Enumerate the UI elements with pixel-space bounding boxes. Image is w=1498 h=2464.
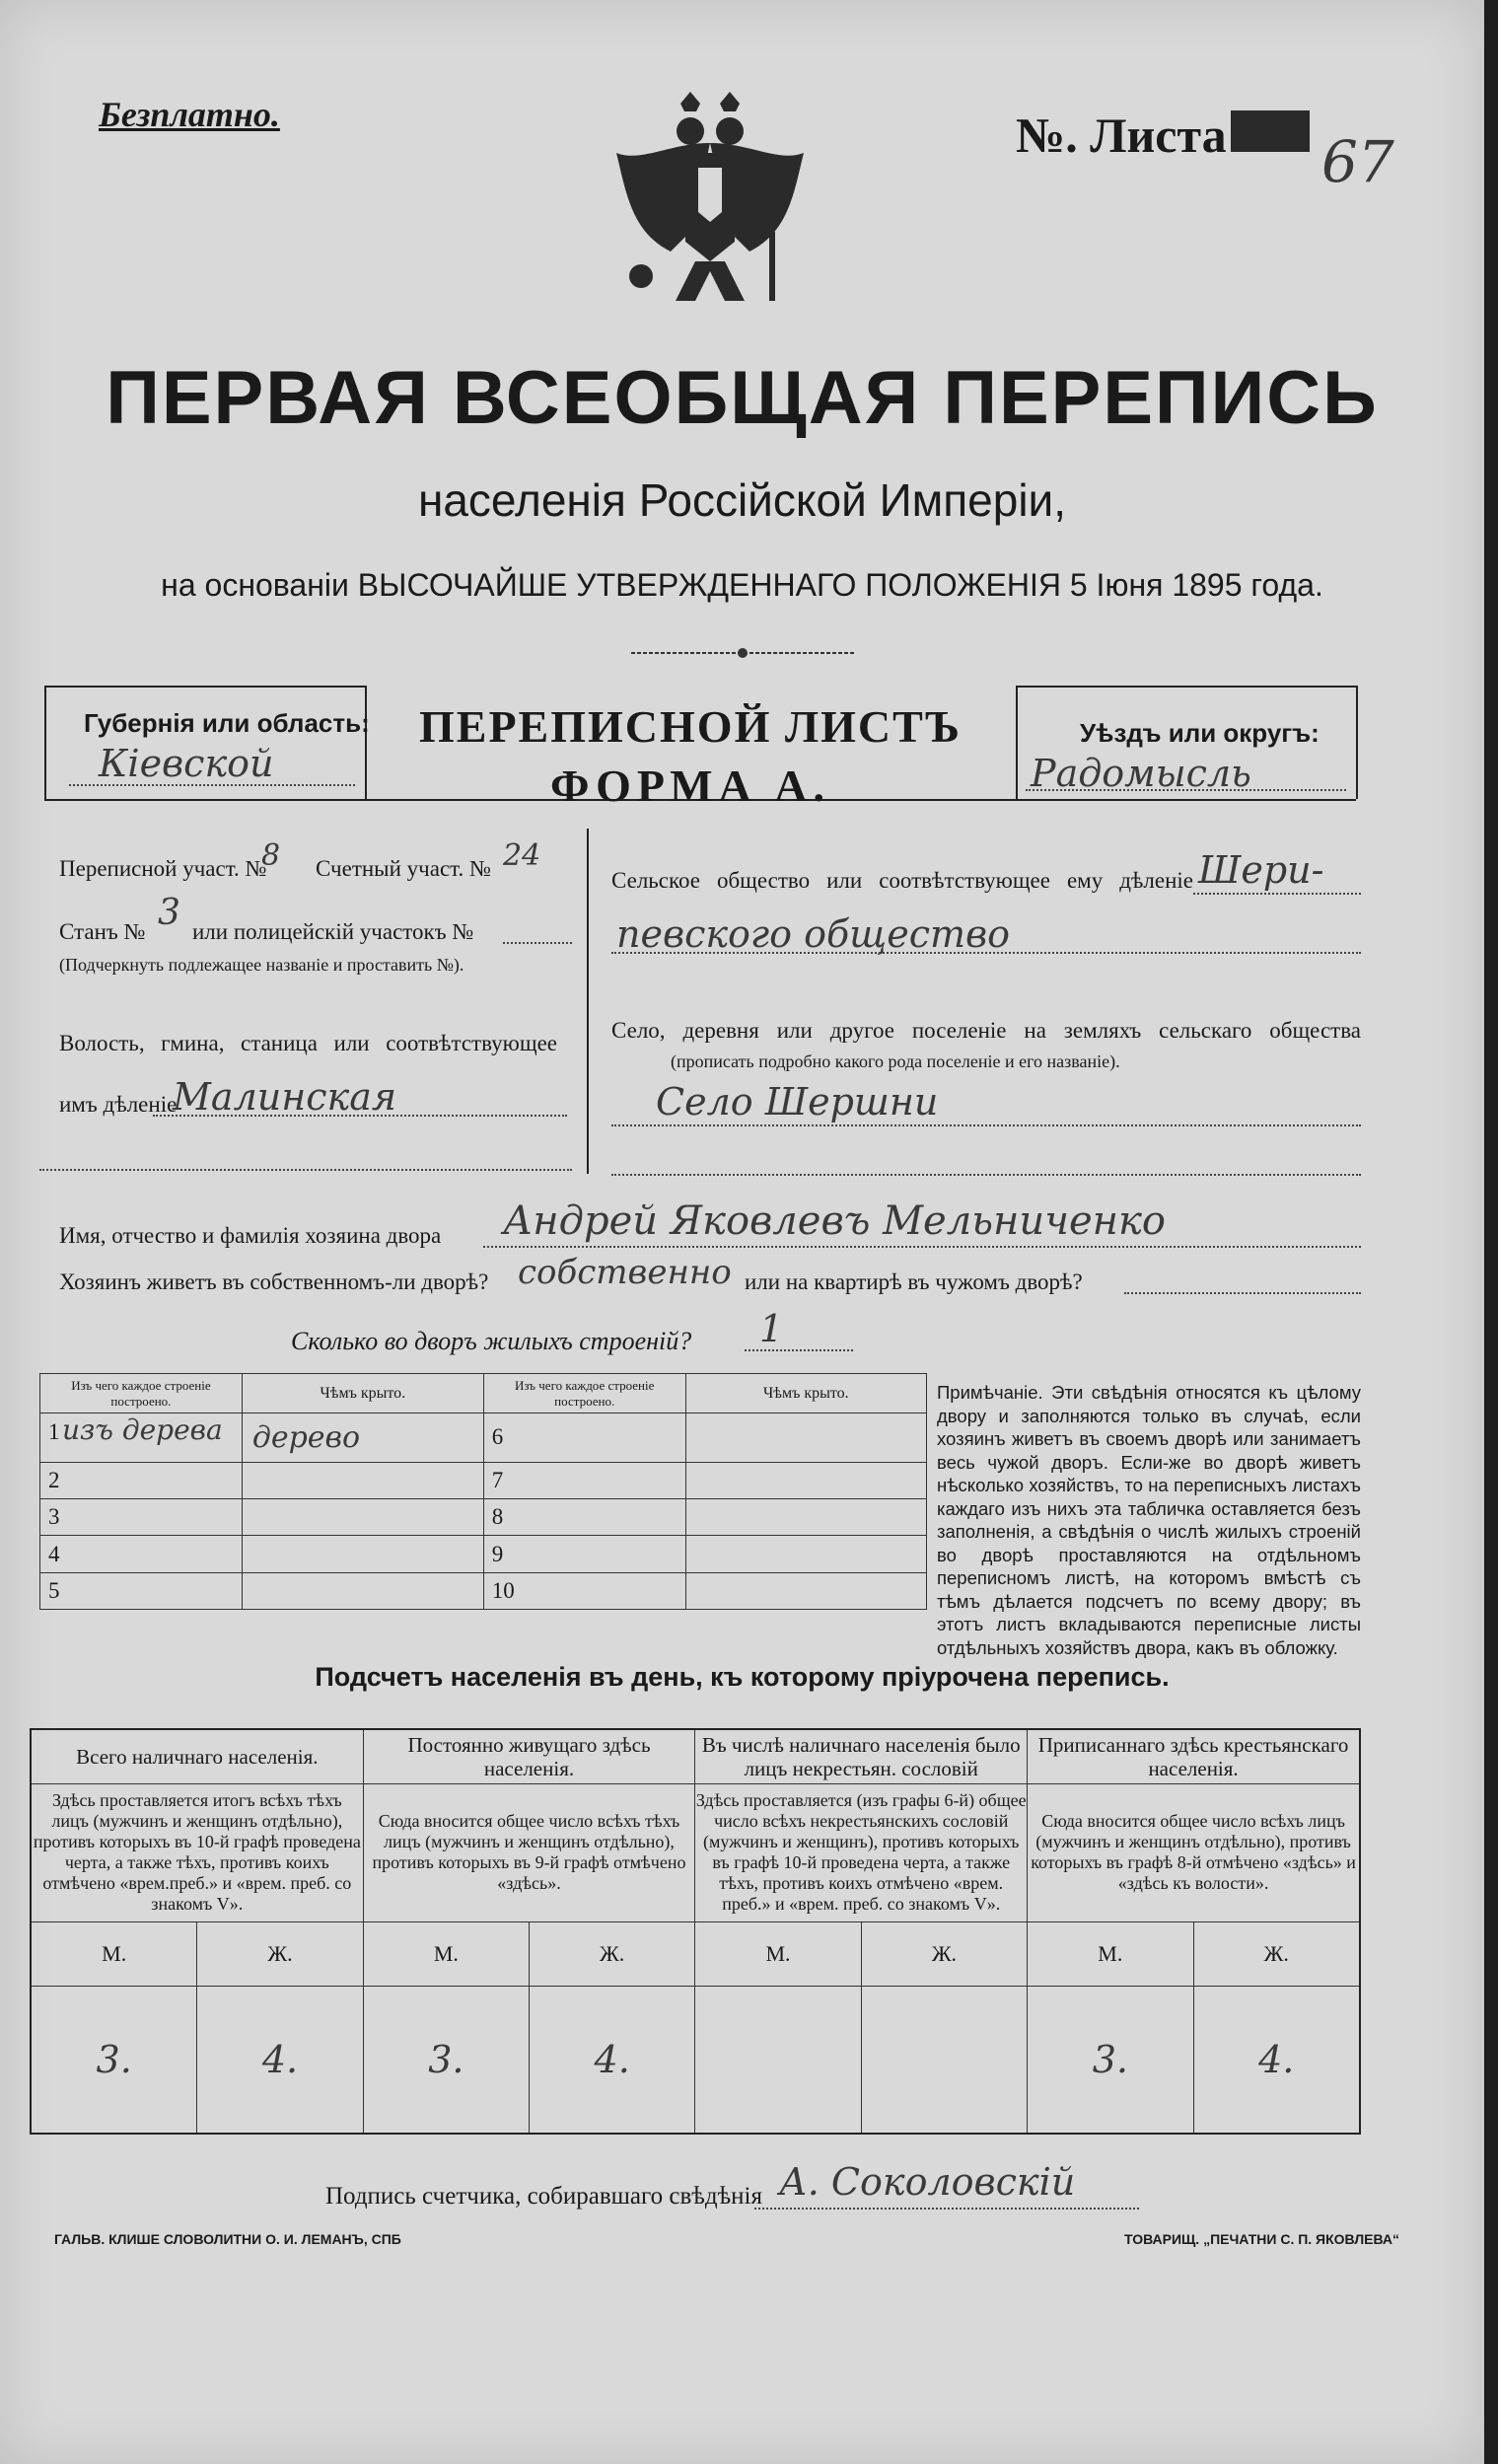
sheet-number-redaction [1231,110,1310,152]
female-label-1: Ж. [197,1921,363,1986]
form-title: ПЕРЕПИСНОЙ ЛИСТЪ [418,701,963,752]
count-col-head-1: Всего наличнаго населенія. [31,1729,363,1783]
count-value-m-1: 3. [31,1986,197,2134]
table-row: 1 изъ дерева [40,1413,243,1463]
count-col-desc-2: Сюда вносится общее число всѣхъ тѣхъ лицъ (мужчинъ и женщинъ отдѣльно), противъ которыхъ въ 9-й графѣ отмѣчено «здѣсь». [363,1783,695,1921]
census-area-value: 8 [261,838,281,873]
buildings-table [39,1373,927,1610]
district-value: Радомысль [1031,752,1251,795]
table-cell [242,1536,483,1572]
ornament-divider [631,646,854,660]
count-value-f-3 [861,1986,1027,2134]
roof-header-right: Чѣмъ крыто. [685,1374,926,1413]
table-cell [242,1572,483,1609]
stan-note: (Подчеркнуть подлежащее названіе и проставить №). [59,955,464,975]
table-row: 10 [483,1572,685,1609]
own-yard-value: собственно [518,1253,732,1292]
counting-area-value: 24 [503,838,541,873]
society-value-1: Шери- [1198,848,1324,892]
male-label-3: М. [695,1921,861,1986]
count-col-desc-3: Здѣсь проставляется (изъ графы 6-й) общее число всѣхъ некрестьянскихъ сословій (мужчинъ и женщинъ), противъ которыхъ въ графѣ 10-й проведена черта, а также тѣхъ, противъ коихъ отмѣчено «врем. преб.» и «врем. преб. со знакомъ V». [695,1783,1028,1921]
police-precinct-label: или полицейскій участокъ № [192,919,474,944]
count-col-desc-1: Здѣсь проставляется итогъ всѣхъ тѣхъ лицъ (мужчинъ и женщинъ отдѣльно), противъ которыхъ въ 10-й графѣ проведена черта, а также тѣхъ, противъ коихъ отмѣчено «врем.преб.» и «врем. преб. со знакомъ V». [31,1783,363,1921]
count-value-m-4: 3. [1028,1986,1193,2134]
table-row: 9 [483,1536,685,1572]
table-row: 7 [483,1462,685,1498]
count-col-desc-4: Сюда вносится общее число всѣхъ лицъ (мужчинъ и женщинъ отдѣльно), противъ которыхъ въ графѣ 8-й отмѣчено «здѣсь» и «здѣсь къ волости». [1028,1783,1360,1921]
female-label-3: Ж. [861,1921,1027,1986]
signature-value: А. Соколовскій [779,2160,1076,2204]
table-cell [242,1462,483,1498]
footer-right: ТОВАРИЩ. „ПЕЧАТНИ С. П. ЯКОВЛЕВА“ [1124,2231,1400,2247]
stan-label: Станъ № [59,919,146,944]
volost-label-2: имъ дѣленіе [59,1092,178,1117]
population-count-table [30,1728,1361,2135]
count-value-f-2: 4. [530,1986,695,2134]
double-headed-eagle-emblem [602,84,819,330]
female-label-4: Ж. [1193,1921,1360,1986]
count-title: Подсчетъ населенія въ день, къ которому пріурочена перепись. [315,1662,1170,1692]
document-title: ПЕРВАЯ ВСЕОБЩАЯ ПЕРЕПИСЬ [106,356,1379,440]
table-row: 8 [483,1499,685,1536]
census-area-label: Переписной участ. № [59,856,267,881]
table-row: 4 [40,1536,243,1572]
table-cell [242,1499,483,1536]
rent-label: или на квартирѣ въ чужомъ дворѣ? [745,1269,1083,1294]
sheet-number-label: №. Листа [1016,108,1227,163]
society-label: Сельское общество или соотвѣтствующее ему дѣленіе [611,868,1193,893]
count-value-m-2: 3. [363,1986,529,2134]
village-label: Село, деревня или другое поселеніе на земляхъ сельскаго общества [611,1018,1361,1043]
village-value: Село Шершни [656,1080,939,1123]
province-label: Губернія или область: [84,708,370,738]
male-label-4: М. [1028,1921,1193,1986]
table-cell [685,1462,926,1498]
own-yard-label: Хозяинъ живетъ въ собственномъ-ли дворѣ? [59,1269,489,1294]
note-text: Примѣчаніе. Эти свѣдѣнія относятся къ цѣлому двору и заполняются только въ случаѣ, если хозяинъ живетъ въ своемъ дворѣ или занимаетъ весь чужой дворъ. Если-же во дворѣ живетъ нѣсколько хозяйствъ, то на переписныхъ листахъ каждаго изъ нихъ эта табличка оставляется безъ заполненія, а свѣдѣнія о числѣ жилыхъ строеній во дворѣ проставляются на отдѣльномъ переписномъ листѣ, на которомъ вмѣстѣ съ тѣмъ дѣлается подсчетъ по всему двору; въ этотъ листъ вкладываются переписные листы отдѣльныхъ хозяйствъ двора, какъ въ обложку. [937,1382,1361,1658]
count-value-f-1: 4. [197,1986,363,2134]
count-col-head-2: Постоянно живущаго здѣсь населенія. [363,1729,695,1783]
counting-area-label: Счетный участ. № [316,856,491,881]
table-row: 3 [40,1499,243,1536]
archive-sheet-number: 67 [1321,128,1394,195]
table-cell [685,1536,926,1572]
male-label-1: М. [31,1921,197,1986]
legal-basis: на основаніи ВЫСОЧАЙШЕ УТВЕРЖДЕННАГО ПОЛОЖЕНІЯ 5 Іюня 1895 года. [161,567,1323,603]
volost-label: Волость, гмина, станица или соотвѣтствующее [59,1031,557,1055]
material-header-left: Изъ чего каждое строеніе построено. [40,1374,243,1413]
table-cell: дерево [242,1413,483,1463]
material-header-right: Изъ чего каждое строеніе построено. [483,1374,685,1413]
footer-left: ГАЛЬВ. КЛИШЕ СЛОВОЛИТНИ О. И. ЛЕМАНЪ, СПБ [54,2231,401,2247]
village-note: (прописать подробно какого рода поселеніе и его названіе). [671,1051,1120,1071]
free-label: Безплатно. [99,95,280,134]
female-label-2: Ж. [530,1921,695,1986]
district-label: Уѣздъ или округъ: [1080,718,1320,748]
signature-label: Подпись счетчика, собиравшаго свѣдѣнія [325,2183,762,2210]
society-value-2: певского общество [616,912,1010,956]
buildings-count-label: Сколько во дворъ жилыхъ строеній? [291,1327,692,1355]
table-row: 5 [40,1572,243,1609]
owner-name-value: Андрей Яковлевъ Мельниченко [503,1198,1166,1244]
male-label-2: М. [363,1921,529,1986]
form-subtitle: ФОРМА А. [550,761,830,811]
count-col-head-4: Приписаннаго здѣсь крестьянскаго населенія. [1028,1729,1360,1783]
province-value: Кіевской [99,742,274,785]
table-row: 2 [40,1462,243,1498]
count-value-m-3 [695,1986,861,2134]
owner-name-label: Имя, отчество и фамилія хозяина двора [59,1223,442,1248]
stan-value: 3 [158,893,180,933]
volost-value: Малинская [173,1075,397,1119]
count-col-head-3: Въ числѣ наличнаго населенія было лицъ некрестьян. сословій [695,1729,1028,1783]
count-value-f-4: 4. [1193,1986,1360,2134]
buildings-count-value: 1 [759,1307,784,1350]
table-cell [685,1572,926,1609]
roof-header-left: Чѣмъ крыто. [242,1374,483,1413]
table-cell [685,1499,926,1536]
table-cell [685,1413,926,1463]
table-row: 6 [483,1413,685,1463]
document-subtitle: населенія Россійской Имперіи, [417,474,1067,526]
